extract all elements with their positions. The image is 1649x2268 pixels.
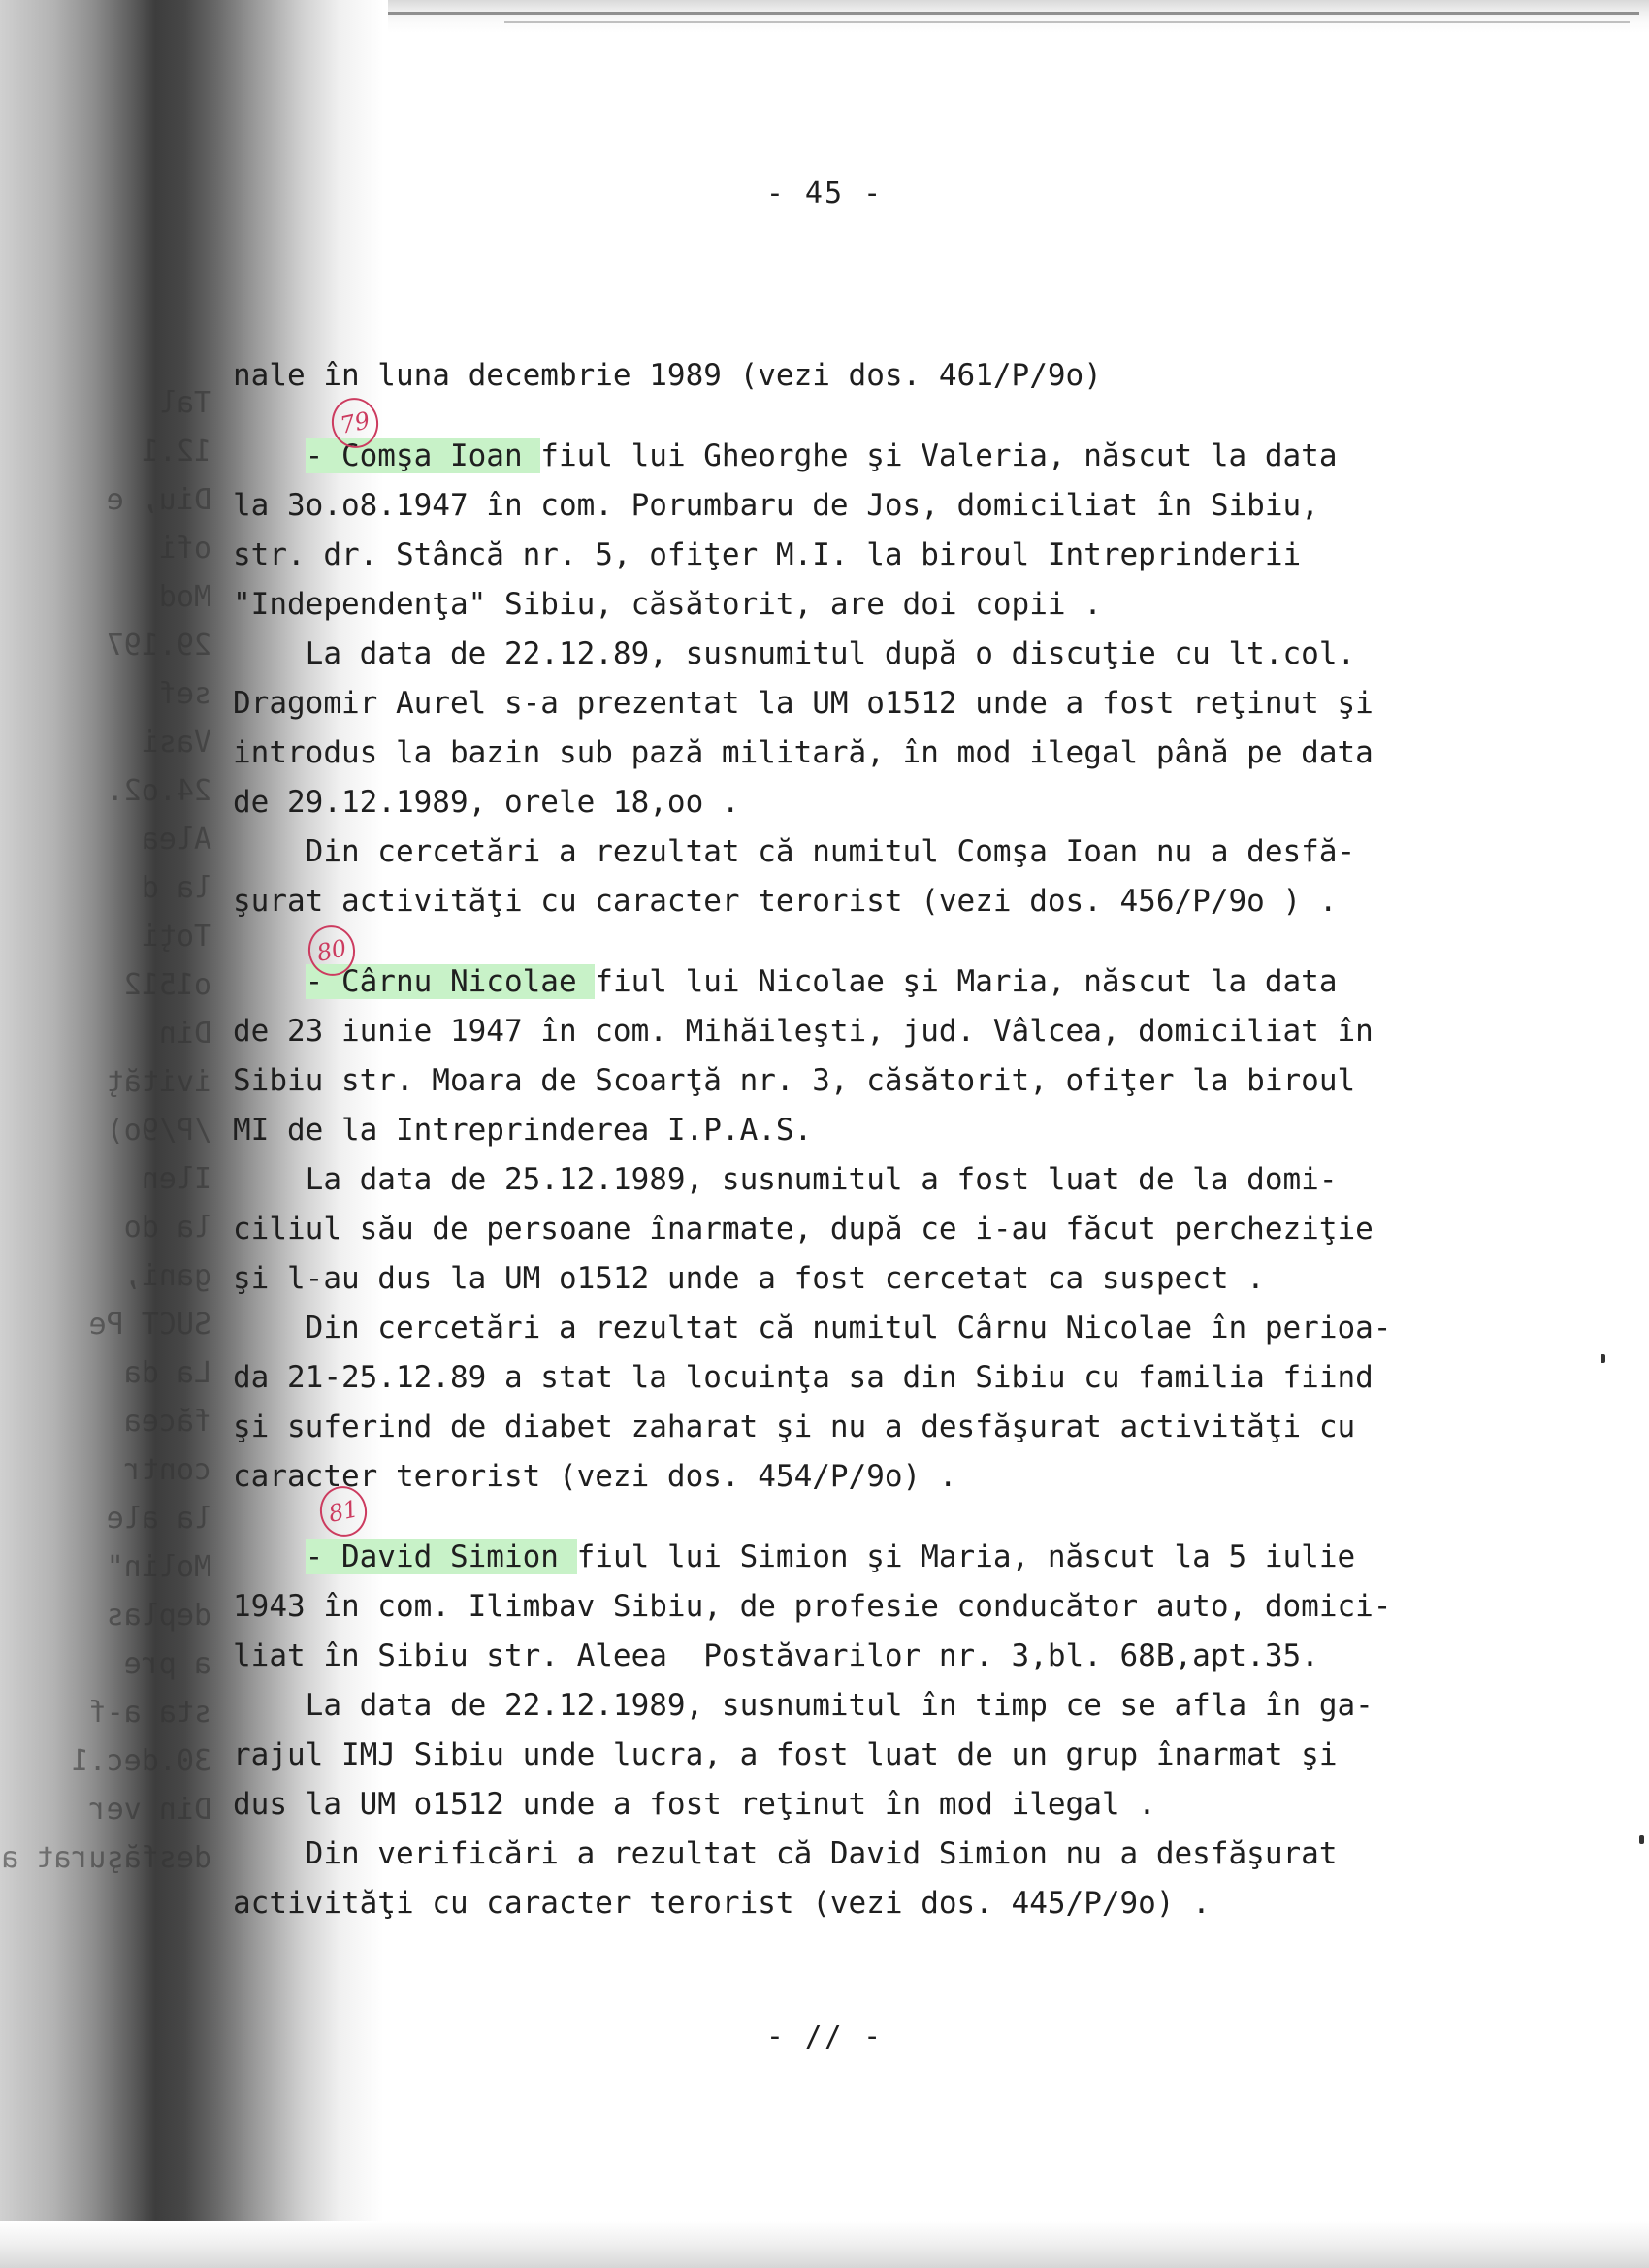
bleed-through-line: 30.dec.1	[71, 1744, 211, 1778]
typewritten-body	[233, 351, 1533, 1928]
text-line	[233, 1452, 1533, 1502]
text-segment: activităţi cu caracter terorist (vezi dos. 445/P/9o) .	[233, 1886, 1211, 1921]
copy-edge-bottom	[0, 2221, 1649, 2268]
text-line	[233, 1353, 1533, 1403]
bleed-through-line: Toţi	[141, 920, 211, 954]
continuation-mark: - // -	[765, 2020, 884, 2054]
text-line	[233, 1780, 1533, 1830]
bleed-through-line: la do	[123, 1211, 211, 1245]
text-segment: "Independenţa" Sibiu, căsătorit, are doi copii .	[233, 587, 1102, 622]
highlighted-name: - Comşa Ioan	[305, 438, 541, 473]
bleed-through-line: deplas	[106, 1599, 211, 1633]
copy-edge-line	[242, 12, 1639, 15]
bleed-through-line: SUCT Pe	[88, 1308, 211, 1342]
bleed-through-line: Din ver	[88, 1793, 211, 1827]
bleed-through-line: Ilen	[141, 1162, 211, 1196]
paragraph	[233, 432, 1533, 926]
text-segment: Din cercetări a rezultat că numitul Cârnu Nicolae în perioa-	[233, 1311, 1392, 1345]
text-line	[233, 1056, 1533, 1106]
bleed-through-line: la d	[141, 871, 211, 905]
text-segment: dus la UM o1512 unde a fost reţinut în mod ilegal .	[233, 1787, 1156, 1822]
bleed-through-line: Din	[158, 1017, 211, 1051]
text-segment: 1943 în com. Ilimbav Sibiu, de profesie conducător auto, domici-	[233, 1589, 1392, 1624]
text-line	[233, 729, 1533, 778]
bleed-through-line: făcea	[123, 1405, 211, 1439]
text-line	[233, 1205, 1533, 1254]
bleed-through-line: Tal	[158, 386, 211, 420]
bleed-through-line: 29.197	[106, 629, 211, 663]
text-segment	[233, 964, 306, 999]
text-segment: de 29.12.1989, orele 18,oo .	[233, 785, 740, 820]
text-segment: şi suferind de diabet zaharat şi nu a desfăşurat activităţi cu	[233, 1409, 1356, 1444]
copy-edge-line	[504, 21, 1630, 23]
text-segment: şurat activităţi cu caracter terorist (vezi dos. 456/P/9o ) .	[233, 884, 1338, 919]
highlighted-name: - Cârnu Nicolae	[305, 964, 596, 999]
text-line	[233, 1681, 1533, 1731]
text-line	[233, 630, 1533, 679]
text-line	[233, 1155, 1533, 1205]
paragraph-gap	[233, 1502, 1533, 1533]
text-line	[233, 1106, 1533, 1155]
text-segment: de 23 iunie 1947 în com. Mihăileşti, jud. Vâlcea, domiciliat în	[233, 1014, 1374, 1049]
text-segment: rajul IMJ Sibiu unde lucra, a fost luat de un grup înarmat şi	[233, 1737, 1338, 1772]
text-segment: str. dr. Stâncă nr. 5, ofiţer M.I. la biroul Intreprinderii	[233, 537, 1302, 572]
text-segment: şi l-au dus la UM o1512 unde a fost cercetat ca suspect .	[233, 1261, 1265, 1296]
bleed-through-line: ofi	[158, 532, 211, 566]
text-segment: Din verificări a rezultat că David Simion nu a desfăşurat	[233, 1836, 1338, 1871]
bleed-through-line: contr	[123, 1453, 211, 1487]
bleed-through-line: la ale	[106, 1502, 211, 1536]
bleed-through-line: desfăşurat a	[1, 1841, 211, 1875]
text-segment: MI de la Intreprinderea I.P.A.S.	[233, 1113, 813, 1148]
text-segment: fiul lui Nicolae şi Maria, născut la data	[595, 964, 1338, 999]
text-line	[233, 580, 1533, 630]
text-segment: nale în luna decembrie 1989 (vezi dos. 461/P/9o)	[233, 358, 1102, 393]
text-segment: caracter terorist (vezi dos. 454/P/9o) .	[233, 1459, 957, 1494]
text-segment: liat în Sibiu str. Aleea Postăvarilor nr. 3,bl. 68B,apt.35.	[233, 1638, 1319, 1673]
bleed-through-line: 12.1	[141, 435, 211, 469]
bleed-through-line: Mod	[158, 580, 211, 614]
text-segment: la 3o.o8.1947 în com. Porumbaru de Jos, domiciliat în Sibiu,	[233, 488, 1319, 523]
text-segment: La data de 25.12.1989, susnumitul a fost luat de la domi-	[233, 1162, 1338, 1197]
text-segment	[233, 1539, 306, 1574]
handwritten-number-marker: 81	[315, 1482, 372, 1541]
bleed-through-line: Diu, e	[106, 483, 211, 517]
paragraph-gap	[233, 926, 1533, 957]
text-line	[233, 1254, 1533, 1304]
paragraph	[233, 1533, 1533, 1928]
bleed-through-line: Alea	[141, 823, 211, 857]
text-line	[233, 1304, 1533, 1353]
bleed-through-line: o1512	[123, 968, 211, 1002]
text-line	[233, 481, 1533, 531]
handwritten-number-marker: 79	[327, 394, 383, 453]
bleed-through-line: gani,	[123, 1259, 211, 1293]
highlighted-name: - David Simion	[305, 1539, 577, 1574]
bleed-through-line: ivităţ	[106, 1065, 211, 1099]
text-segment: Din cercetări a rezultat că numitul Comşa Ioan nu a desfă-	[233, 834, 1356, 869]
text-segment: da 21-25.12.89 a stat la locuinţa sa din Sibiu cu familia fiind	[233, 1360, 1374, 1395]
text-segment: introdus la bazin sub pază militară, în mod ilegal până pe data	[233, 735, 1374, 770]
text-segment: fiul lui Gheorghe şi Valeria, născut la data	[540, 438, 1338, 473]
bleed-through-line: /P/9o)	[106, 1114, 211, 1148]
bleed-through-line: Molin"	[106, 1550, 211, 1584]
text-segment: La data de 22.12.89, susnumitul după o discuţie cu lt.col.	[233, 636, 1356, 671]
paragraph	[233, 351, 1533, 401]
bleed-through-line: La da	[123, 1356, 211, 1390]
text-line	[233, 957, 1533, 1007]
bleed-through-line: 24.o2.	[106, 774, 211, 808]
paragraph	[233, 957, 1533, 1502]
text-line	[233, 1403, 1533, 1452]
text-line	[233, 1879, 1533, 1928]
text-line	[233, 1582, 1533, 1632]
bleed-through-line: sta a-f	[88, 1696, 211, 1730]
handwritten-number-marker: 80	[304, 922, 360, 981]
bleed-through-line: Vasi	[141, 726, 211, 760]
text-segment: ciliul său de persoane înarmate, după ce i-au făcut percheziţie	[233, 1212, 1374, 1247]
stray-mark	[1639, 1835, 1644, 1844]
text-segment: Dragomir Aurel s-a prezentat la UM o1512 unde a fost reţinut şi	[233, 686, 1374, 721]
text-line	[233, 778, 1533, 827]
text-line	[233, 877, 1533, 926]
text-line	[233, 1007, 1533, 1056]
text-segment: La data de 22.12.1989, susnumitul în timp ce se afla în ga-	[233, 1688, 1374, 1723]
text-line	[233, 1632, 1533, 1681]
text-line	[233, 1830, 1533, 1879]
text-line	[233, 432, 1533, 481]
paragraph-gap	[233, 401, 1533, 432]
text-segment	[233, 438, 306, 473]
stray-mark	[1600, 1354, 1605, 1363]
text-segment: Sibiu str. Moara de Scoarţă nr. 3, căsătorit, ofiţer la biroul	[233, 1063, 1356, 1098]
text-segment: fiul lui Simion şi Maria, născut la 5 iulie	[576, 1539, 1356, 1574]
text-line	[233, 351, 1533, 401]
text-line	[233, 531, 1533, 580]
page-number: - 45 -	[765, 177, 884, 211]
text-line	[233, 1533, 1533, 1582]
text-line	[233, 679, 1533, 729]
bleed-through-line: sef	[158, 677, 211, 711]
text-line	[233, 827, 1533, 877]
bleed-through-line: a pre	[123, 1647, 211, 1681]
text-line	[233, 1731, 1533, 1780]
